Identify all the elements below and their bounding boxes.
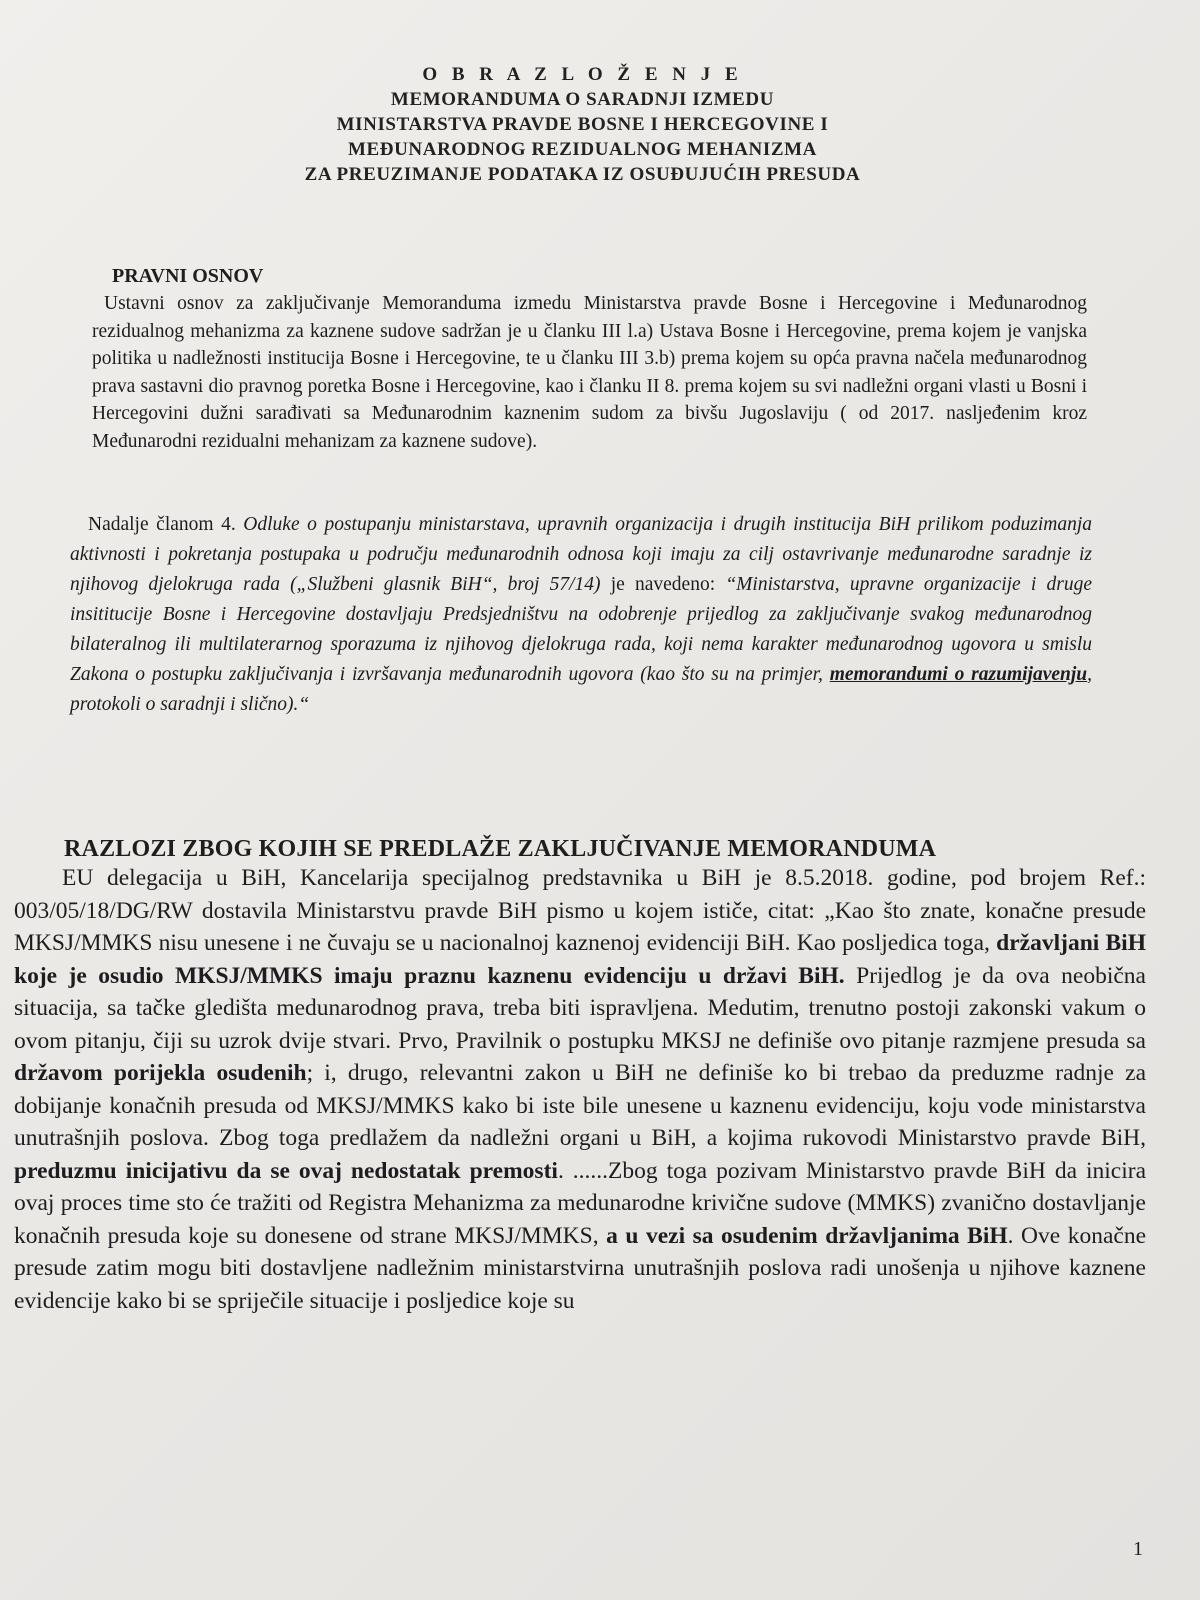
title-line: O B R A Z L O Ž E N J E [422,64,743,85]
text-run: Prijedlog je da ova neobična situacija, sa tačke gledišta medunarodnog prava, treba biti ispravljena. Medutim, trenutno postoji zakonski vakum o ovom pitanju, čiji su uzrok dvije stvari. Prvo, Pravilnik o postupku MKSJ ne definiše ovo pitanje razmjene presuda sa [14,962,1146,1054]
title-line: MEMORANDUMA O SARADNJI IZMEDU [390,89,775,110]
title-line: ZA PREUZIMANJE PODATAKA IZ OSUĐUJUĆIH PRESUDA [304,164,861,185]
paragraph-legal-basis: Ustavni osnov za zaključivanje Memoranduma izmedu Ministarstva pravde Bosne i Hercegovine i Međunarodnog rezidualnog mehanizma za kaznene sudove sadržan je u članku III l.a) Ustava Bosne i Hercegovine, prema kojem je vanjska politika u nadležnosti institucija Bosne i Hercegovine, te u članku III 3.b) prema kojem su opća pravna načela međunarodnog prava sastavni dio pravnog poretka Bosne i Hercegovine, kao i članku II 8. prema kojem su svi nadležni organi vlasti u Bosni i Hercegovini dužni sarađivati sa Međunarodnim kaznenim sudom za bivšu Jugoslaviju ( od 2017. naslјeđenim kroz Međunarodni rezidualni mehanizam za kaznene sudove). [92,293,1087,452]
text-run: EU delegacija u BiH, Kancelarija specijalnog predstavnika u BiH je 8.5.2018. godine, pod brojem Ref.: 003/05/18/DG/RW dostavila Ministarstvu pravde BiH pismo u kojem ističe, citat: „Kao što znate, konačne presude MKSJ/MMKS nisu unesene i ne čuvaju se u nacionalnoj kaznenoj evidenciji BiH. Kao posljedica toga, [14,865,1146,956]
text-run: . Ove konačne presude zatim mogu biti dostavljene nadležnim ministarstvirna unutrašnjih poslova radi unošenja u njihove kaznene evidencije kako bi se spriječile situacije i posljedice koje su [14,1222,1147,1314]
document-title [0,62,1165,187]
bold-emphasis: državljani BiH koje je osudio MKSJ/MMKS imaju praznu kaznenu evidenciju u državi BiH. [14,930,1146,989]
paragraph-decision-article [70,510,1092,720]
text-run: Nadalje članom 4. [88,514,236,535]
text-run: . ......Zbog toga pozivam Ministarstvo pravde BiH da inicira ovaj proces time sto će tražiti od Registra Mehanizma za medunarodne krivične sudove (MMKS) zvanično dostavljanje konačnih presuda koje su donesene od strane MKSJ/MMKS, [14,1157,1147,1249]
title-line: MEĐUNARODNOG REZIDUALNOG MEHANIZMA [347,139,817,160]
decision-title-italic: Odluke o postupanju ministarstava, upravnih organizacija i drugih institucija BiH prilikom poduzimanja aktivnosti i pokretanja postupaka u području međunarodnih odnosa koji imaju za cilj ostavrivanje međunarodne saradnje iz njihovog djelokruga rada („Službeni glasnik BiH“, broj 57/14) [70,514,1093,595]
quoted-provision-italic: “Ministarstva, upravne organizacije i druge insititucije Bosne i Hercegovine dostavljaju Predsjedništvu na odobrenje prijedlog za zaključivanje svakog međunarodnog bilateralnog ili multilaterarnog sporazuma iz njihovog djelokruga rada, koji nema karakter međunarodnog ugovora u smislu Zakona o postupku zaključivanja i izvršavanja međunarodnih ugovora (kao što su na primjer, [70,574,1092,685]
bold-emphasis: a u vezi sa osudenim državljanima BiH [606,1222,1008,1249]
section-heading-pravni-osnov: PRAVNI OSNOV [112,265,264,287]
bold-emphasis: preduzmu inicijativu da se ovaj nedostatak premosti [14,1157,558,1184]
title-line: MINISTARSTVA PRAVDE BOSNE I HERCEGOVINE I [336,114,829,135]
emphasis-underlined: memorandumi o razumijavenju [829,664,1088,685]
text-run: ; i, drugo, relevantni zakon u BiH ne definiše ko bi trebao da preduzme radnje za dobijanje konačnih presuda od MKSJ/MMKS kako bi iste bile unesene u kaznenu evidenciju, koju vode ministarstva unutrašnjih poslova. Zbog toga predlažem da nadležni organi u BiH, a kojima rukovodi Ministarstvo pravde BiH, [14,1060,1147,1151]
text-run: je navedeno: [610,574,716,595]
section-heading-razlozi: RAZLOZI ZBOG KOJIH SE PREDLAŽE ZAKLJUČIVANJE MEMORANDUMA [64,836,937,862]
page-number: 1 [1133,1538,1143,1560]
bold-emphasis: državom porijekla osudenih [14,1060,307,1086]
quoted-provision-end: , protokoli o saradnji i slično).“ [70,664,1092,715]
paragraph-reasons [14,862,1146,1317]
